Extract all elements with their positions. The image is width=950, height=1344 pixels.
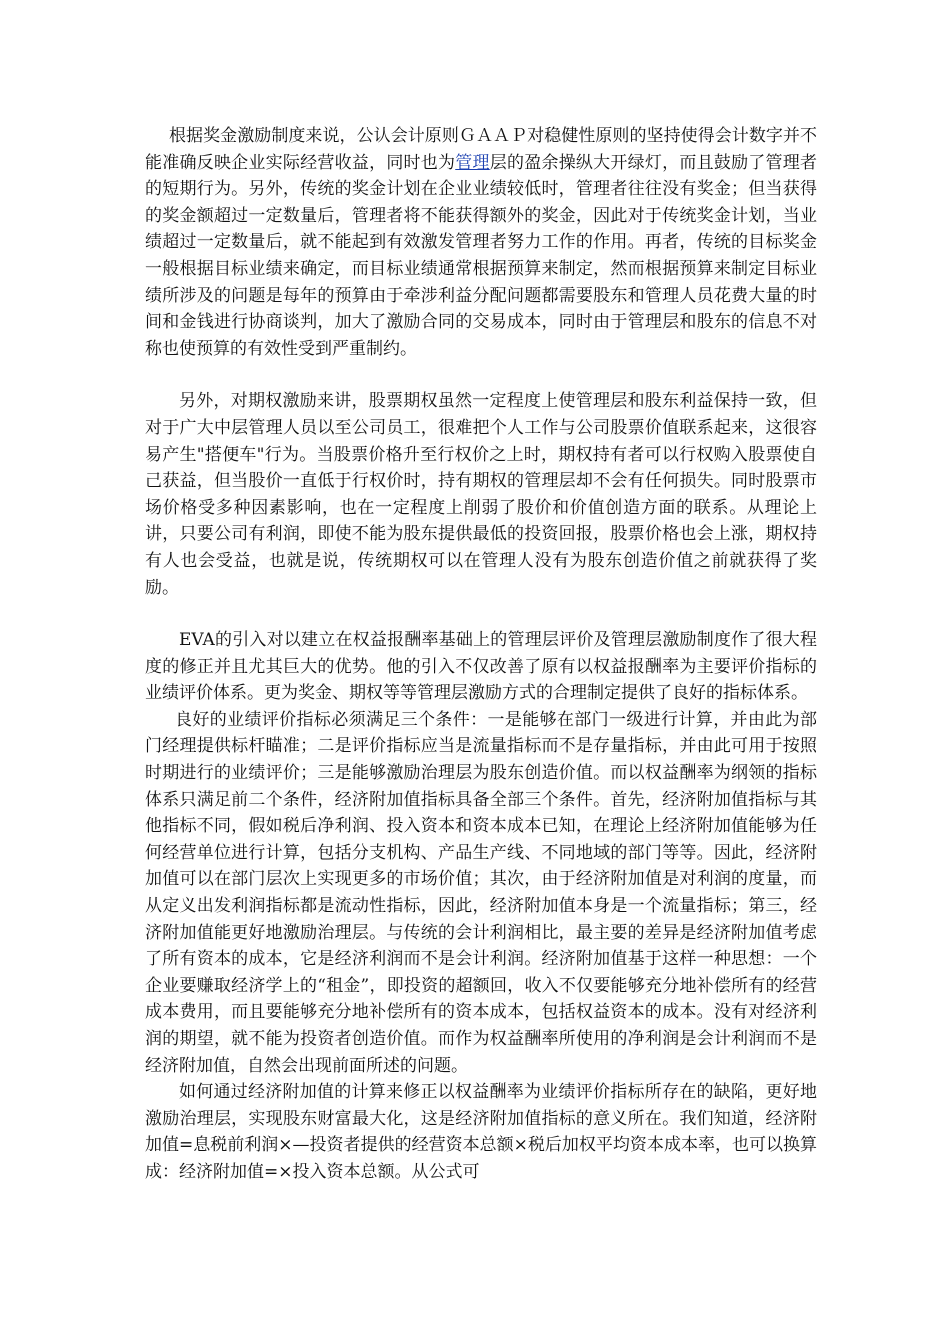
- management-link[interactable]: 管理: [455, 152, 490, 173]
- document-body: [145, 123, 817, 1186]
- paragraph-text: 根据奖金激励制度来说，公认会计原则ＧＡＡＰ对稳健性原则的坚持使得会计数字并不能准确反映企业实际经营收益，同时也为: [145, 126, 817, 173]
- paragraph-evaluation-conditions: 良好的业绩评价指标必须满足三个条件：一是能够在部门一级进行计算，并由此为部门经理提供标杆瞄准；二是评价指标应当是流量指标而不是存量指标，并由此可用于按照时期进行的业绩评价；三是能够激励治理层为股东创造价值。而以权益酬率为纲领的指标体系只满足前二个条件，经济附加值指标具备全部三个条件。首先，经济附加值指标与其他指标不同，假如税后净利润、投入资本和资本成本已知，在理论上经济附加值能够为任何经营单位进行计算，包括分支机构、产品生产线、不同地域的部门等等。因此，经济附加值可以在部门层次上实现更多的市场价值；其次，由于经济附加值是对利润的度量，而从定义出发利润指标都是流动性指标，因此，经济附加值本身是一个流量指标；第三，经济附加值能更好地激励治理层。与传统的会计利润相比，最主要的差异是经济附加值考虑了所有资本的成本，它是经济利润而不是会计利润。经济附加值基于这样一种思想：一个企业要赚取经济学上的“租金”，即投资的超额回，收入不仅要能够充分地补偿所有的经营成本费用，而且要能够充分地补偿所有的资本成本，包括权益资本的成本。没有对经济利润的期望，就不能为投资者创造价值。而作为权益酬率所使用的净利润是会计利润而不是经济附加值，自然会出现前面所述的问题。: [145, 709, 817, 1076]
- paragraph-spacer: [145, 362, 817, 388]
- paragraph-bonus-incentive: [145, 123, 817, 362]
- paragraph-eva-intro: EVA的引入对以建立在权益报酬率基础上的管理层评价及管理层激励制度作了很大程度的修正并且尤其巨大的优势。他的引入不仅改善了原有以权益报酬率为主要评价指标的业绩评价体系。更为奖金、期权等等管理层激励方式的合理制定提供了良好的指标体系。: [145, 630, 817, 704]
- paragraph-eva-formula: 如何通过经济附加值的计算来修正以权益酬率为业绩评价指标所存在的缺陷，更好地激励治理层，实现股东财富最大化，这是经济附加值指标的意义所在。我们知道，经济附加值=息税前利润×—投资者提供的经营资本总额×税后加权平均资本成本率，也可以换算成：经济附加值=×投入资本总额。从公式可: [145, 1082, 817, 1182]
- paragraph-spacer: [145, 601, 817, 627]
- paragraph-text: 层的盈余操纵大开绿灯，而且鼓励了管理者的短期行为。另外，传统的奖金计划在企业业绩较低时，管理者往往没有奖金；但当获得的奖金额超过一定数量后，管理者将不能获得额外的奖金，因此对于传统奖金计划，当业绩超过一定数量后，就不能起到有效激发管理者努力工作的作用。再者，传统的目标奖金一般根据目标业绩来确定，而目标业绩通常根据预算来制定，然而根据预算来制定目标业绩所涉及的问题是每年的预算由于牵涉利益分配问题都需要股东和管理人员花费大量的时间和金钱进行协商谈判，加大了激励合同的交易成本，同时由于管理层和股东的信息不对称也使预算的有效性受到严重制约。: [145, 152, 818, 359]
- paragraph-stock-option: 另外，对期权激励来讲，股票期权虽然一定程度上使管理层和股东利益保持一致，但对于广大中层管理人员以至公司员工，很难把个人工作与公司股票价值联系起来，这很容易产生"搭便车"行为。当股票价格升至行权价之上时，期权持有者可以行权购入股票使自己获益，但当股价一直低于行权价时，持有期权的管理层却不会有任何损失。同时股票市场价格受多种因素影响，也在一定程度上削弱了股价和价值创造方面的联系。从理论上讲，只要公司有利润，即使不能为股东提供最低的投资回报，股票价格也会上涨，期权持有人也会受益，也就是说，传统期权可以在管理人没有为股东创造价值之前就获得了奖励。: [145, 391, 817, 598]
